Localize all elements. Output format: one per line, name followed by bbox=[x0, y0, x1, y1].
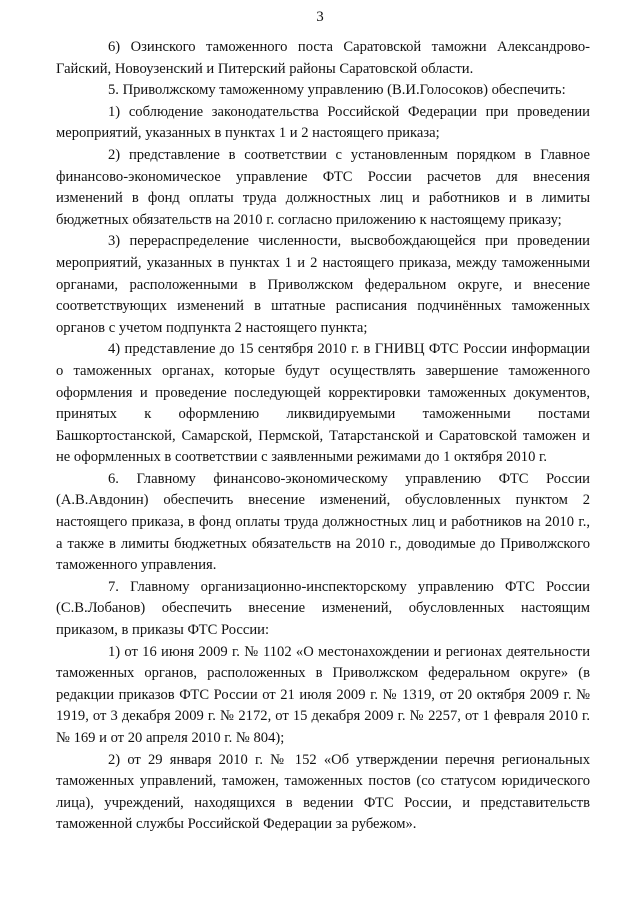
paragraph-5-3-redistribution: 3) перераспределение численности, высвобождающейся при проведении мероприятий, указанных в пунктах 1 и 2 настоящего приказа, между таможенными органами, расположенными в Приволжском федеральном округе, и внесение соответствующих изменений в штатные расписания подчинённых таможенных органов с учетом подпункта 2 настоящего пункта; bbox=[56, 233, 590, 336]
paragraph-5-4-information: 4) представление до 15 сентября 2010 г. в ГНИВЦ ФТС России информации о таможенных органах, которые будут осуществлять завершение таможенного оформления и проведение последующей корректировки таможенных документов, принятых к оформлению ликвидируемыми таможенными постами Башкортостанской, Самарской, Пермской, Татарстанской и Саратовской таможен и не оформленных в соответствии с заявленными режимами до 1 октября 2010 г. bbox=[56, 341, 590, 466]
paragraph-7-2-order-152: 2) от 29 января 2010 г. № 152 «Об утверждении перечня региональных таможенных управлений, таможен, таможенных постов (со статусом юридического лица), учреждений, находящихся в ведении ФТС России, и представительств таможенной службы Российской Федерации за рубежом». bbox=[56, 751, 590, 833]
paragraph-7-1-order-1102: 1) от 16 июня 2009 г. № 1102 «О местонахождении и регионах деятельности таможенных органов, расположенных в Приволжском федеральном округе» (в редакции приказов ФТС России от 21 июля 2009 г. № 1319, от 20 октября 2009 г. № 1919, от 3 декабря 2009 г. № 2172, от 15 декабря 2009 г. № 2257, от 1 февраля 2010 г. № 169 и от 20 апреля 2010 г. № 804); bbox=[56, 643, 590, 746]
paragraph-5-1-compliance: 1) соблюдение законодательства Российской Федерации при проведении мероприятий, указанных в пунктах 1 и 2 настоящего приказа; bbox=[56, 103, 590, 142]
paragraph-item-6-ozinsky-post: 6) Озинского таможенного поста Саратовской таможни Александрово-Гайский, Новоузенский и Питерский районы Саратовской области. bbox=[56, 39, 590, 77]
paragraph-section-7: 7. Главному организационно-инспекторскому управлению ФТС России (С.В.Лобанов) обеспечить внесение изменений, обусловленных настоящим приказом, в приказы ФТС России: bbox=[56, 578, 590, 639]
paragraph-section-5: 5. Приволжскому таможенному управлению (В.И.Голосоков) обеспечить: bbox=[108, 82, 566, 99]
paragraph-5-2-submission: 2) представление в соответствии с установленным порядком в Главное финансово-экономическое управление ФТС России расчетов для внесения изменений в фонд оплаты труда должностных лиц и работников и в лимиты бюджетных обязательств на 2010 г. согласно приложению к настоящему приказу; bbox=[56, 146, 590, 228]
paragraph-section-6: 6. Главному финансово-экономическому управлению ФТС России (А.В.Авдонин) обеспечить внесение изменений, обусловленных пунктом 2 настоящего приказа, в фонд оплаты труда должностных лиц и работников на 2010 г., а также в лимиты бюджетных обязательств на 2010 г., доводимые до Приволжского таможенного управления. bbox=[56, 470, 590, 574]
document-body bbox=[56, 37, 590, 836]
page-number: 3 bbox=[316, 9, 324, 25]
